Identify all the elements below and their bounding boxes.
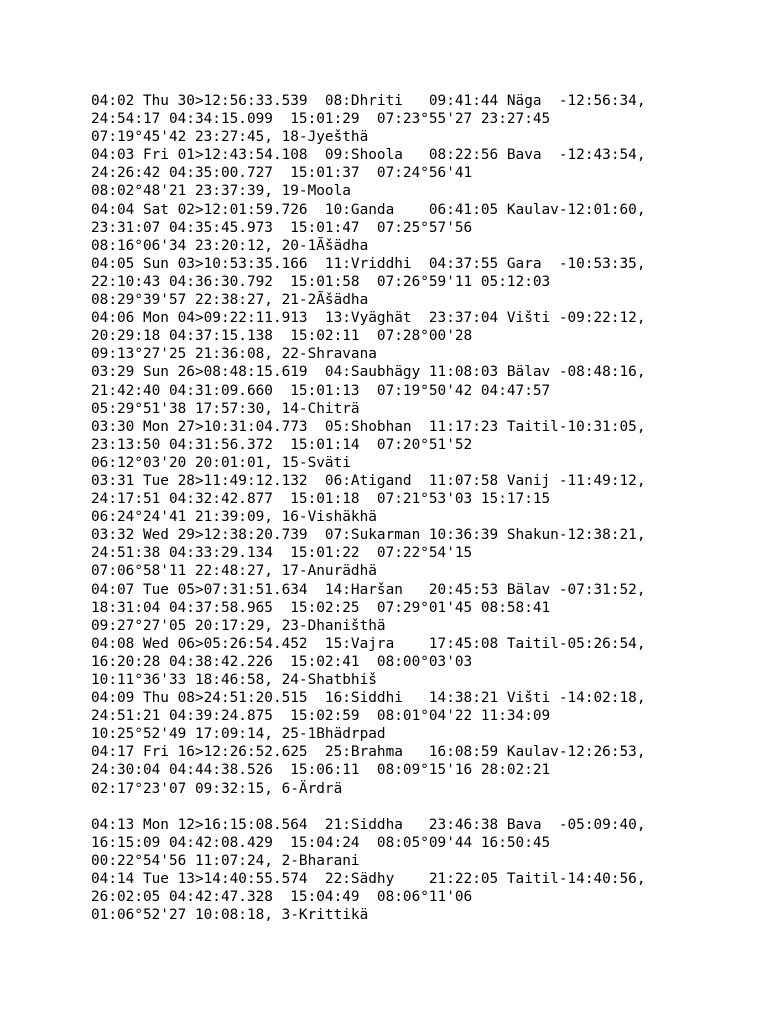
text-line: 04:04 Sat 02>12:01:59.726 10:Ganda 06:41:05 Kaulav-12:01:60, [91,201,646,218]
text-line: 03:29 Sun 26>08:48:15.619 04:Saubhägy 11:08:03 Bälav -08:48:16, [91,364,646,381]
text-line: 03:32 Wed 29>12:38:20.739 07:Sukarman 10:36:39 Shakun-12:38:21, [91,527,646,544]
text-line: 23:13:50 04:31:56.372 15:01:14 07:20°51'52 [91,436,473,453]
text-line: 26:02:05 04:42:47.328 15:04:49 08:06°11'06 [91,889,473,906]
text-line: 04:02 Thu 30>12:56:33.539 08:Dhriti 09:41:44 Näga -12:56:34, [91,93,646,109]
text-line: 08:02°48'21 23:37:39, 19-Moola [91,183,351,200]
text-line: 04:14 Tue 13>14:40:55.574 22:Sädhy 21:22:05 Taitil-14:40:56, [91,871,646,888]
text-line: 01:06°52'27 10:08:18, 3-Krittikä [91,907,369,924]
text-line: 04:17 Fri 16>12:26:52.625 25:Brahma 16:08:59 Kaulav-12:26:53, [91,744,646,761]
text-line: 24:54:17 04:34:15.099 15:01:29 07:23°55'27 23:27:45 [91,111,551,128]
text-line: 10:25°52'49 17:09:14, 25-1Bhädrpad [91,726,386,743]
text-line: 10:11°36'33 18:46:58, 24-Shatbhiš [91,672,377,688]
text-line: 05:29°51'38 17:57:30, 14-Chiträ [91,400,360,417]
text-line: 02:17°23'07 09:32:15, 6-Ärdrä [91,780,343,797]
text-line: 21:42:40 04:31:09.660 15:01:13 07:19°50'42 04:47:57 [91,382,551,399]
ephemeris-block-1 [91,92,761,798]
text-line: 20:29:18 04:37:15.138 15:02:11 07:28°00'28 [91,328,473,345]
text-line: 16:15:09 04:42:08.429 15:04:24 08:05°09'44 16:50:45 [91,834,551,851]
text-line: 08:29°39'57 22:38:27, 21-2Ãšädha [91,292,369,309]
text-line: 09:27°27'05 20:17:29, 23-Dhaništhä [91,617,386,634]
text-line: 06:12°03'20 20:01:01, 15-Sväti [91,454,351,471]
text-line: 24:51:38 04:33:29.134 15:01:22 07:22°54'15 [91,545,473,562]
text-line: 03:30 Mon 27>10:31:04.773 05:Shobhan 11:17:23 Taitil-10:31:05, [91,418,646,435]
text-line: 22:10:43 04:36:30.792 15:01:58 07:26°59'11 05:12:03 [91,273,551,290]
text-line: 09:13°27'25 21:36:08, 22-Shravana [91,346,377,363]
text-line: 07:06°58'11 22:48:27, 17-Anurädhä [91,563,377,580]
text-line: 24:51:21 04:39:24.875 15:02:59 08:01°04'22 11:34:09 [91,708,551,725]
ephemeris-block-2 [91,816,761,925]
text-line: 08:16°06'34 23:20:12, 20-1Ãšädha [91,237,369,254]
text-line: 24:26:42 04:35:00.727 15:01:37 07:24°56'41 [91,165,473,182]
document-page [91,92,761,924]
text-line: 04:06 Mon 04>09:22:11.913 13:Vyäghät 23:37:04 Višti -09:22:12, [91,310,646,327]
text-line: 00:22°54'56 11:07:24, 2-Bharani [91,852,360,869]
text-line: 23:31:07 04:35:45.973 15:01:47 07:25°57'56 [91,219,473,236]
text-line: 04:05 Sun 03>10:53:35.166 11:Vriddhi 04:37:55 Gara -10:53:35, [91,255,646,272]
text-line: 06:24°24'41 21:39:09, 16-Vishäkhä [91,509,377,526]
text-line: 24:17:51 04:32:42.877 15:01:18 07:21°53'03 15:17:15 [91,491,551,508]
text-line: 03:31 Tue 28>11:49:12.132 06:Atigand 11:07:58 Vanij -11:49:12, [91,472,646,489]
text-line: 24:30:04 04:44:38.526 15:06:11 08:09°15'16 28:02:21 [91,762,551,779]
text-line: 04:03 Fri 01>12:43:54.108 09:Shoola 08:22:56 Bava -12:43:54, [91,147,646,164]
text-line: 04:08 Wed 06>05:26:54.452 15:Vajra 17:45:08 Taitil-05:26:54, [91,635,646,652]
text-line: 04:13 Mon 12>16:15:08.564 21:Siddha 23:46:38 Bava -05:09:40, [91,816,646,833]
text-line: 04:09 Thu 08>24:51:20.515 16:Siddhi 14:38:21 Višti -14:02:18, [91,690,646,707]
text-line: 04:07 Tue 05>07:31:51.634 14:Haršan 20:45:53 Bälav -07:31:52, [91,581,646,598]
text-line: 07:19°45'42 23:27:45, 18-Jyešthä [91,129,369,146]
text-line: 16:20:28 04:38:42.226 15:02:41 08:00°03'03 [91,653,473,670]
text-line: 18:31:04 04:37:58.965 15:02:25 07:29°01'45 08:58:41 [91,599,551,616]
blank-line [91,798,761,816]
